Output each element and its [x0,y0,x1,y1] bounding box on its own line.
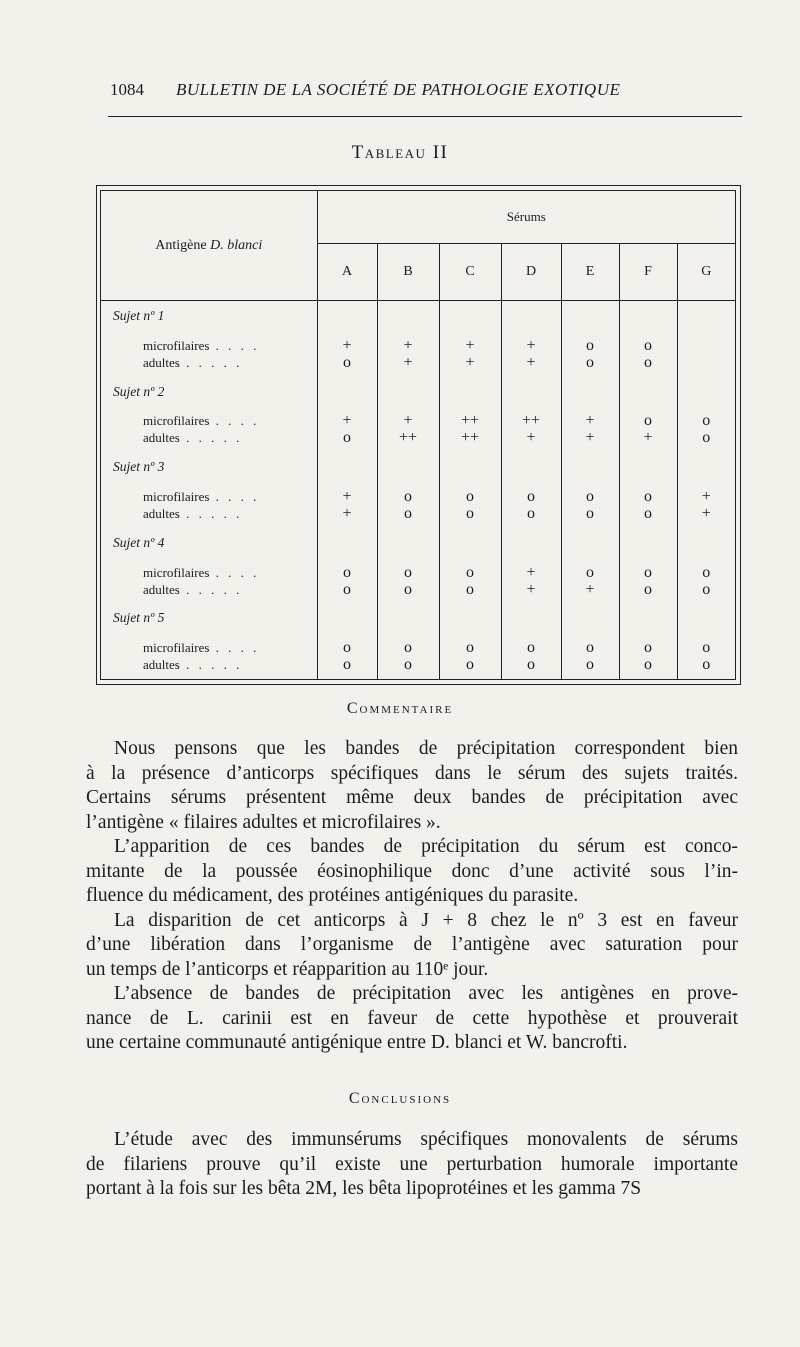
table-cell: o [466,563,474,581]
table-cell: o [343,429,351,447]
table-cell: o [644,656,652,674]
table-cell: o [527,487,535,505]
subject-label: Sujet nº 2 [101,377,317,407]
table-cell: o [343,656,351,674]
table-cell: o [466,504,474,522]
table-cell: o [404,504,412,522]
table-cell: o [644,412,652,430]
table-cell: + [526,429,536,447]
table-cell: + [585,580,595,598]
commentaire-body [86,737,738,1056]
table-cell: o [527,504,535,522]
table-cell: ++ [398,429,418,447]
table-cell: o [466,656,474,674]
table-cell: o [644,504,652,522]
row-label: adultes [143,354,180,370]
paragraph-line: fluence du médicament, des protéines antigéniques du parasite. [86,885,579,906]
subject-label: Sujet nº 1 [101,301,317,332]
table-cell: + [465,353,475,371]
paragraph-line: portant à la fois sur les bêta 2M, les bêta lipoprotéines et les gamma 7S [86,1178,642,1199]
table-cell: o [404,580,412,598]
table-cell: o [466,580,474,598]
table-cell: o [586,336,594,354]
leader-dots: . . . . [209,640,260,656]
table-body [101,301,735,680]
column-header-c: C [439,244,501,301]
leader-dots: . . . . . [179,505,243,521]
table-title: Tableau II [351,142,449,163]
table-cell: + [526,563,536,581]
table-cell: o [644,336,652,354]
table-row [101,407,735,453]
page-number: 1084 [110,80,144,99]
table-cell: o [586,563,594,581]
table-cell [678,337,736,354]
table-cell: ++ [521,412,541,430]
subject-label: Sujet nº 4 [101,528,317,558]
table-cell: o [343,580,351,598]
paragraph-line: L’absence de bandes de précipitation avec les antigènes en prove- [114,983,738,1004]
paragraph-line: L’étude avec des immunsérums spécifiques monovalents de sérums [114,1129,738,1150]
table-cell: o [702,412,711,430]
table-cell [678,354,736,371]
table-cell: ++ [460,429,480,447]
table-cell: + [403,353,413,371]
row-label: microfilaires [143,640,210,656]
leader-dots: . . . . . [179,581,243,597]
table-cell: o [644,563,652,581]
table-row [101,482,735,528]
table-cell: o [702,429,711,447]
column-header-e: E [561,244,619,301]
paragraph-line: d’une libération dans l’organisme de l’antigène avec saturation pour [86,934,738,955]
commentaire-heading: Commentaire [346,700,454,717]
serums-table [101,191,735,679]
column-header-a: A [317,244,377,301]
table-cell: o [404,656,412,674]
table-cell: o [702,563,711,581]
header-rule [108,116,742,117]
table-cell: o [586,353,594,371]
table-cell: ++ [460,412,480,430]
subject-label: Sujet nº 3 [101,452,317,482]
table-cell: + [403,412,413,430]
table-cell: + [342,504,352,522]
row-label: microfilaires [143,564,210,580]
table-cell: + [526,336,536,354]
table-cell: + [701,504,711,522]
leader-dots: . . . . [209,337,260,353]
row-label: adultes [143,657,180,673]
leader-dots: . . . . [209,413,260,429]
antigen-header [101,191,317,301]
table-cell: o [702,656,711,674]
paragraph-line: Nous pensons que les bandes de précipitation correspondent bien [114,738,738,759]
table-cell: o [644,353,652,371]
table-cell: o [343,353,351,371]
leader-dots: . . . . [209,488,260,504]
conclusions-body [86,1128,738,1202]
table-cell: o [702,639,711,657]
table-cell: + [342,336,352,354]
leader-dots: . . . . . [179,354,243,370]
table-cell: + [585,429,595,447]
paragraph-line: l’antigène « filaires adultes et microfilaires ». [86,811,441,833]
table-cell: o [644,580,652,598]
table-cell: + [526,580,536,598]
table-cell: + [465,336,475,354]
table-cell: o [644,487,652,505]
table-cell: o [527,639,535,657]
paragraph-line: La disparition de cet anticorps à J + 8 chez le nº 3 est en faveur [114,909,738,931]
leader-dots: . . . . [209,564,260,580]
leader-dots: . . . . . [179,657,243,673]
table-cell: + [585,412,595,430]
table-cell: + [342,412,352,430]
table-cell: o [404,563,412,581]
column-header-g: G [677,244,735,301]
serums-header: Sérums [317,191,735,244]
table-cell: o [702,580,711,598]
table-cell: + [342,487,352,505]
table-row [101,558,735,604]
paragraph-line: Certains sérums présentent même deux bandes de précipitation avec [86,787,738,808]
table-cell: + [701,487,711,505]
paragraph-line: nance de L. carinii est en faveur de cette hypothèse et prouverait [86,1007,738,1029]
journal-title: BULLETIN DE LA SOCIÉTÉ DE PATHOLOGIE EXOTIQUE [176,80,621,99]
leader-dots: . . . . . [179,430,243,446]
row-label: microfilaires [143,488,210,504]
table-cell: o [527,656,535,674]
row-label: microfilaires [143,337,210,353]
antigen-header-text: Antigène D. blanci [155,237,263,253]
row-label: adultes [143,430,180,446]
table-row [101,331,735,377]
conclusions-heading: Conclusions [348,1090,452,1107]
table-cell: o [404,487,412,505]
table-cell: o [343,639,351,657]
subject-label: Sujet nº 5 [101,603,317,633]
table-cell: o [404,639,412,657]
row-label: adultes [143,581,180,597]
column-header-f: F [619,244,677,301]
row-label: microfilaires [143,413,210,429]
row-label: adultes [143,505,180,521]
paragraph-line: L’apparition de ces bandes de précipitation du sérum est conco- [114,836,738,857]
table-cell: o [644,639,652,657]
table-cell: o [586,504,594,522]
table-row [101,633,735,679]
table-cell: o [466,639,474,657]
paragraph-line: à la présence d’anticorps spécifiques dans le sérum des sujets traités. [86,762,738,784]
paragraph-line: une certaine communauté antigénique entre D. blanci et W. bancrofti. [86,1032,628,1053]
table-cell: + [643,429,653,447]
table-cell: o [466,487,474,505]
table-cell: o [586,639,594,657]
table-cell: o [586,656,594,674]
table-cell: + [526,353,536,371]
paragraph-line: de filariens prouve qu’il existe une perturbation humorale importante [86,1153,738,1175]
paragraph-line: un temps de l’anticorps et réapparition au 110ᵉ jour. [86,958,489,980]
table-cell: + [403,336,413,354]
table-cell: o [343,563,351,581]
column-header-d: D [501,244,561,301]
table-cell: o [586,487,594,505]
column-header-b: B [377,244,439,301]
paragraph-line: mitante de la poussée éosinophilique donc d’une activité sous l’in- [86,860,738,882]
